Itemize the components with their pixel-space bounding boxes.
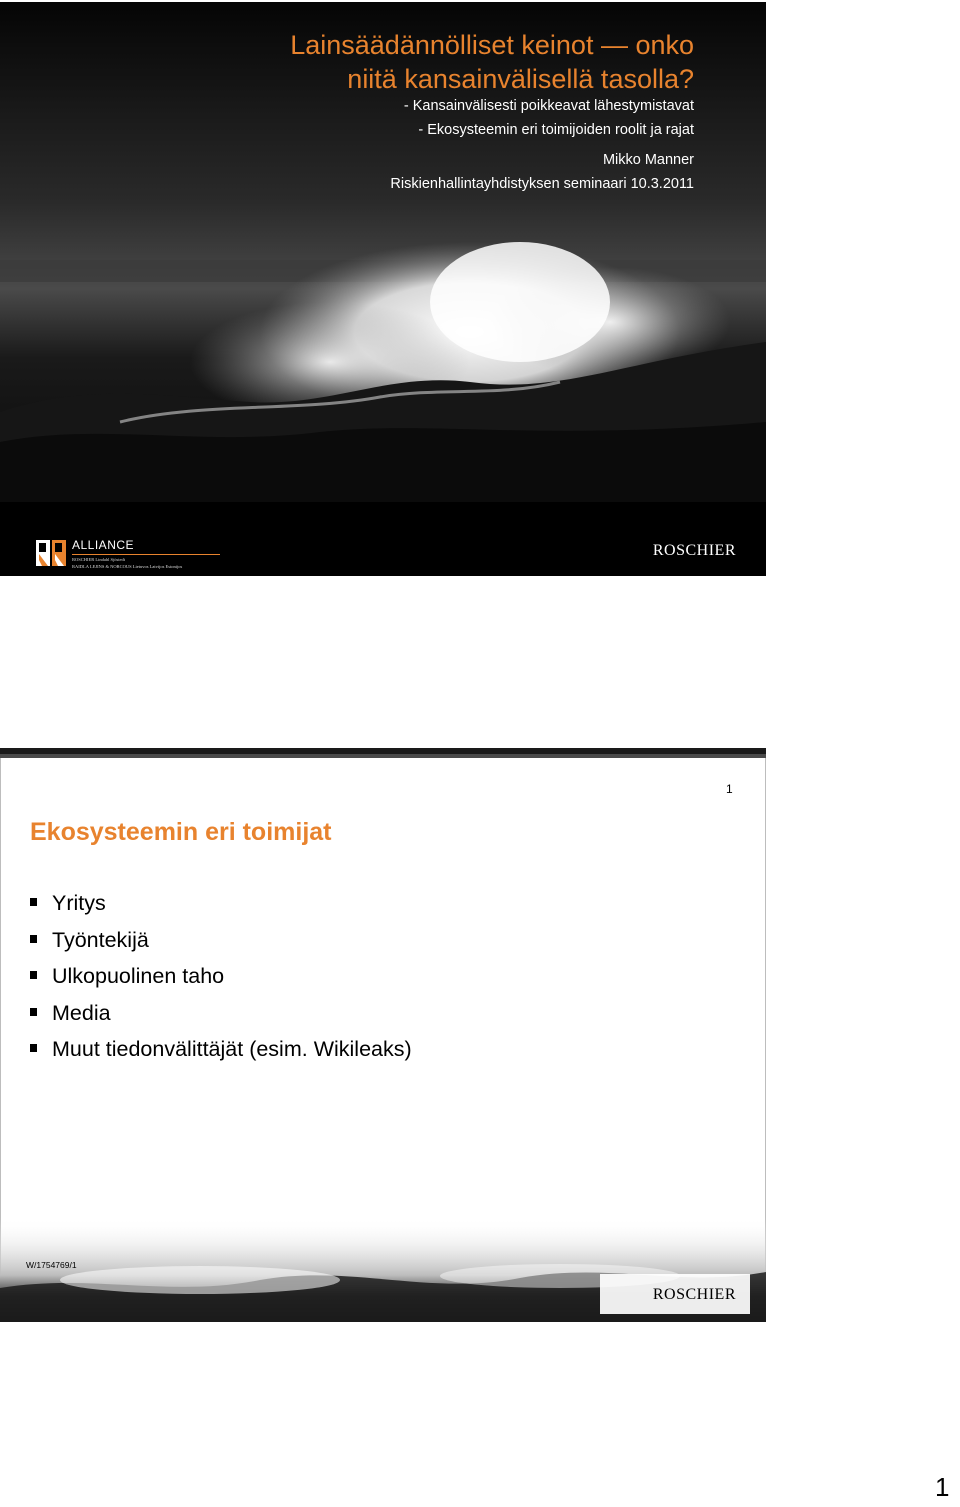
rr-logo-icon xyxy=(36,540,66,566)
list-item: Työntekijä xyxy=(30,925,412,962)
roschier-logo: ROSCHIER xyxy=(652,1286,736,1303)
slide-title: Ekosysteemin eri toimijat xyxy=(30,818,332,846)
list-item: Muut tiedonvälittäjät (esim. Wikileaks) xyxy=(30,1034,412,1071)
square-bullet-icon xyxy=(30,898,37,906)
list-item: Yritys xyxy=(30,888,412,925)
alliance-line-2: RAIDLA LEJINS & NORCOUS Lietuvos Latvijos Estonijos xyxy=(72,564,183,569)
subtitle-line-1: - Kansainvälisesti poikkeavat lähestymistavat xyxy=(403,98,694,114)
square-bullet-icon xyxy=(30,1044,37,1052)
slide-number: 1 xyxy=(726,782,733,796)
page-number: 1 xyxy=(935,1472,950,1502)
list-item: Media xyxy=(30,998,412,1035)
title-line-1: Lainsäädännölliset keinot — onko xyxy=(290,30,694,60)
title-line-2: niitä kansainvälisellä tasolla? xyxy=(347,64,694,94)
roschier-logo: ROSCHIER xyxy=(652,542,736,559)
slide-top-band xyxy=(0,748,766,758)
square-bullet-icon xyxy=(30,935,37,943)
title-slide xyxy=(0,2,766,576)
bullet-list xyxy=(30,888,412,1071)
subtitle-line-2: - Ekosysteemin eri toimijoiden roolit ja rajat xyxy=(418,122,694,138)
alliance-line-1: ROSCHIER Lindahl Sjöstedt xyxy=(72,557,126,562)
document-reference: W/1754769/1 xyxy=(26,1260,77,1270)
event-name: Riskienhallintayhdistyksen seminaari 10.3.2011 xyxy=(390,176,694,192)
content-slide xyxy=(0,748,766,1322)
square-bullet-icon xyxy=(30,1008,37,1016)
author-name: Mikko Manner xyxy=(602,152,694,168)
slide-title xyxy=(290,28,694,96)
square-bullet-icon xyxy=(30,971,37,979)
alliance-divider xyxy=(72,554,220,555)
alliance-name: ALLIANCE xyxy=(72,538,135,552)
list-item: Ulkopuolinen taho xyxy=(30,961,412,998)
alliance-logo xyxy=(36,536,196,574)
wave-footer-image xyxy=(0,1218,766,1322)
